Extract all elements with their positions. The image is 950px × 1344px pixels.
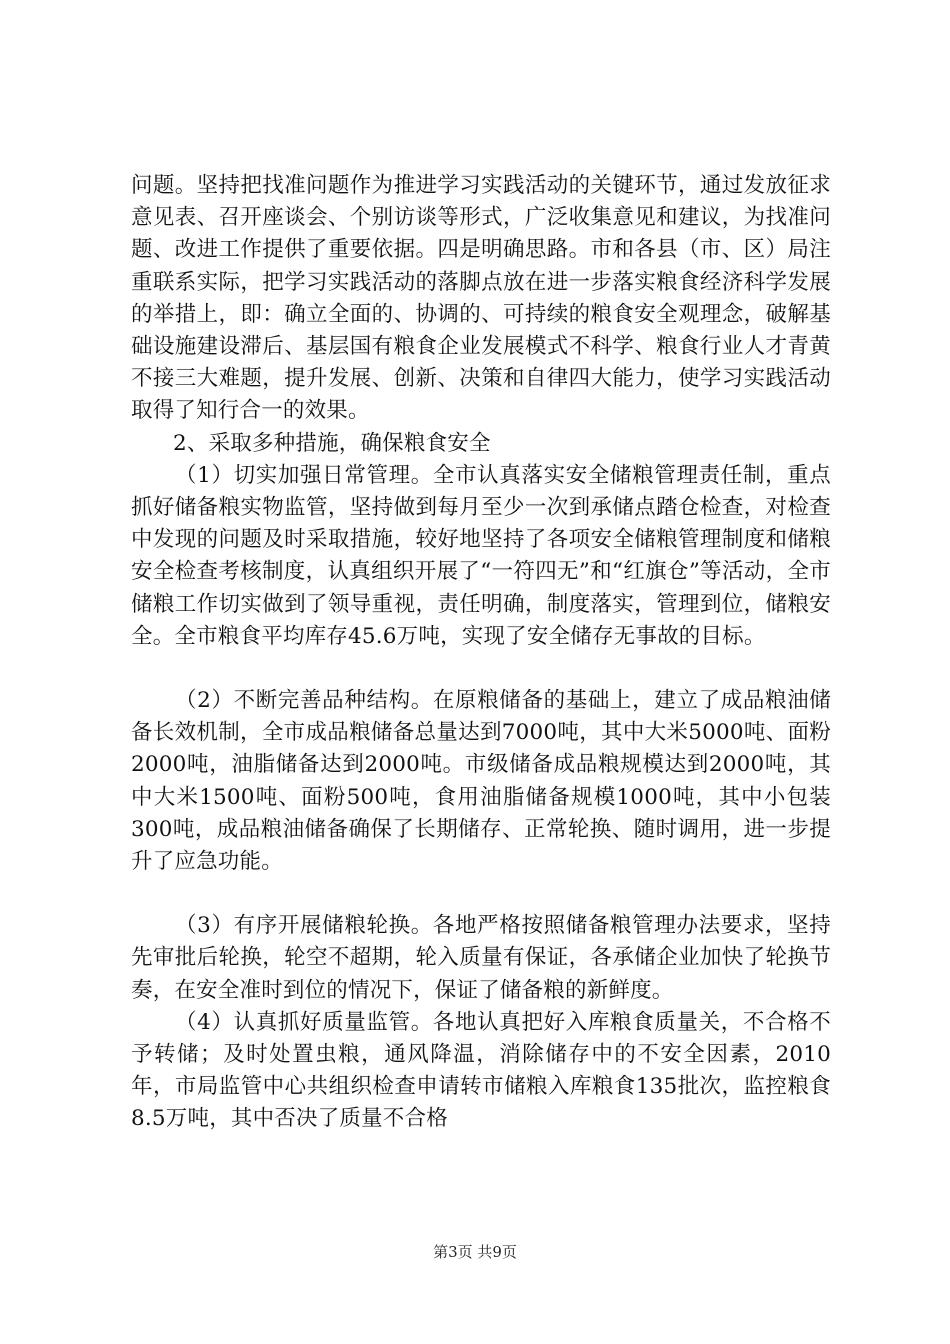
- paragraph-grain-rotation: （3）有序开展储粮轮换。各地严格按照储备粮管理办法要求，坚持先审批后轮换，轮空不超期，轮入质量有保证，各承储企业加快了轮换节奏，在安全准时到位的情况下，保证了储备粮的新鲜度。: [131, 913, 831, 1003]
- paragraph-quality-supervision: （4）认真抓好质量监管。各地认真把好入库粮食质量关，不合格不予转储；及时处置虫粮，通风降温，消除储存中的不安全因素，2010年，市局监管中心共组织检查申请转市储粮入库粮食135批次，监控粮食8.5万吨，其中否决了质量不合格: [131, 1009, 831, 1132]
- section-heading: 2、采取多种措施，确保粮食安全: [173, 430, 491, 456]
- document-body: [131, 170, 831, 1136]
- paragraph-variety-structure: （2）不断完善品种结构。在原粮储备的基础上，建立了成品粮油储备长效机制，全市成品粮储备总量达到7000吨，其中大米5000吨、面粉2000吨，油脂储备达到2000吨。市级储备成品粮规模达到2000吨，其中大米1500吨、面粉500吨，食用油脂储备规模1000吨，其中小包装300吨，成品粮油储备确保了长期储存、正常轮换、随时调用，进一步提升了应急功能。: [131, 688, 831, 875]
- paragraph-daily-management: （1）切实加强日常管理。全市认真落实安全储粮管理责任制，重点抓好储备粮实物监管，坚持做到每月至少一次到承储点踏仓检查，对检查中发现的问题及时采取措施，较好地坚持了各项安全储粮管理制度和储粮安全检查考核制度，认真组织开展了“一符四无”和“红旗仓”等活动，全市储粮工作切实做到了领导重视，责任明确，制度落实，管理到位，储粮安全。全市粮食平均库存45.6万吨，实现了安全储存无事故的目标。: [131, 462, 831, 649]
- paragraph-continuation: 问题。坚持把找准问题作为推进学习实践活动的关键环节，通过发放征求意见表、召开座谈会、个别访谈等形式，广泛收集意见和建议，为找准问题、改进工作提供了重要依据。四是明确思路。市和各县（市、区）局注重联系实际，把学习实践活动的落脚点放在进一步落实粮食经济科学发展的举措上，即：确立全面的、协调的、可持续的粮食安全观理念，破解基础设施建设滞后、基层国有粮食企业发展模式不科学、粮食行业人才青黄不接三大难题，提升发展、创新、决策和自律四大能力，使学习实践活动取得了知行合一的效果。: [131, 173, 831, 424]
- page-footer: 第3页 共9页: [433, 1243, 517, 1261]
